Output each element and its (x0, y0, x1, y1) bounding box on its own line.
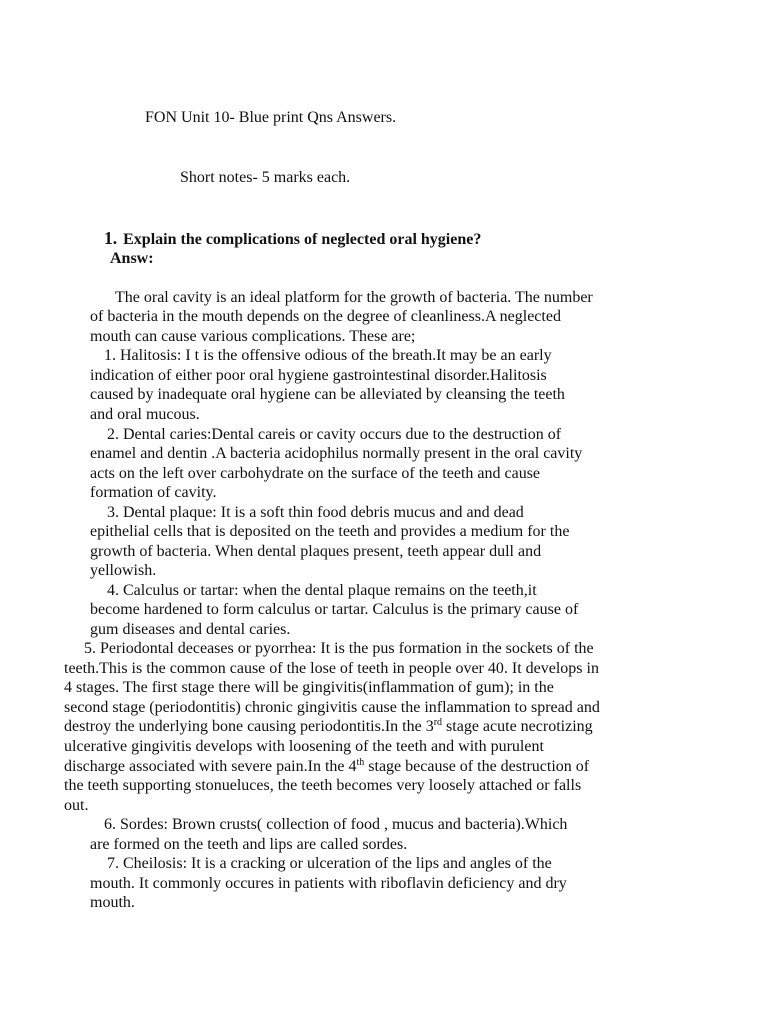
answer-line-text: destroy the underlying bone causing periodontitis.In the 3 (64, 718, 434, 735)
document-title: FON Unit 10- Blue print Qns Answers. (145, 109, 397, 126)
answer-line: 2. Dental caries:Dental careis or cavity occurs due to the destruction of (107, 426, 562, 443)
question-number: 1. (104, 228, 118, 248)
answer-line: and oral mucous. (90, 406, 200, 423)
answer-line-text: stage because of the destruction of (364, 758, 590, 775)
answer-line: second stage (periodontitis) chronic gingivitis cause the inflammation to spread and (64, 699, 600, 716)
answer-line: acts on the left over carbohydrate on the surface of the teeth and cause (90, 465, 541, 482)
ordinal-superscript: rd (433, 717, 443, 728)
answer-line: are formed on the teeth and lips are called sordes. (90, 836, 408, 853)
ordinal-superscript: th (356, 757, 365, 768)
answer-line: growth of bacteria. When dental plaques present, teeth appear dull and (90, 543, 542, 560)
answer-line-text: stage acute necrotizing (442, 718, 593, 735)
answer-line: enamel and dentin .A bacteria acidophilus normally present in the oral cavity (90, 445, 583, 462)
answer-line: indication of either poor oral hygiene gastrointestinal disorder.Halitosis (90, 367, 547, 384)
question-heading (104, 229, 481, 250)
answer-line: become hardened to form calculus or tartar. Calculus is the primary cause of (90, 601, 579, 618)
answer-line: 4 stages. The first stage there will be gingivitis(inflammation of gum); in the (64, 679, 554, 696)
answer-line-text: discharge associated with severe pain.In the 4 (64, 758, 357, 775)
answer-line: yellowish. (90, 562, 157, 579)
answer-line: teeth.This is the common cause of the lose of teeth in people over 40. It develops in (64, 660, 599, 677)
answer-line: mouth. (90, 894, 135, 911)
answer-line: epithelial cells that is deposited on the teeth and provides a medium for the (90, 523, 570, 540)
question-text: Explain the complications of neglected oral hygiene? (123, 231, 482, 248)
answer-line: 1. Halitosis: I t is the offensive odious of the breath.It may be an early (104, 347, 552, 364)
answer-line: formation of cavity. (90, 484, 217, 501)
answer-line: 4. Calculus or tartar: when the dental plaque remains on the teeth,it (107, 582, 537, 599)
answer-line: gum diseases and dental caries. (90, 621, 291, 638)
answer-line: The oral cavity is an ideal platform for the growth of bacteria. The number (115, 289, 593, 306)
answer-line: the teeth supporting stonueluces, the teeth becomes very loosely attached or falls (64, 777, 582, 794)
answer-line: mouth can cause various complications. These are; (90, 328, 416, 345)
answer-line: 6. Sordes: Brown crusts( collection of food , mucus and bacteria).Which (104, 816, 568, 833)
answer-line: 5. Periodontal deceases or pyorrhea: It is the pus formation in the sockets of the (84, 640, 594, 657)
answer-label: Answ: (110, 250, 154, 267)
answer-line (64, 757, 589, 777)
answer-line: of bacteria in the mouth depends on the degree of cleanliness.A neglected (90, 308, 561, 325)
answer-line: out. (64, 797, 89, 814)
answer-line: 3. Dental plaque: It is a soft thin food debris mucus and and dead (107, 504, 524, 521)
document-subtitle: Short notes- 5 marks each. (180, 169, 351, 186)
answer-line: caused by inadequate oral hygiene can be alleviated by cleansing the teeth (90, 386, 565, 403)
answer-line: mouth. It commonly occures in patients with riboflavin deficiency and dry (90, 875, 567, 892)
answer-line: 7. Cheilosis: It is a cracking or ulceration of the lips and angles of the (107, 855, 552, 872)
answer-line (64, 717, 593, 737)
answer-line: ulcerative gingivitis develops with loosening of the teeth and with purulent (64, 738, 544, 755)
